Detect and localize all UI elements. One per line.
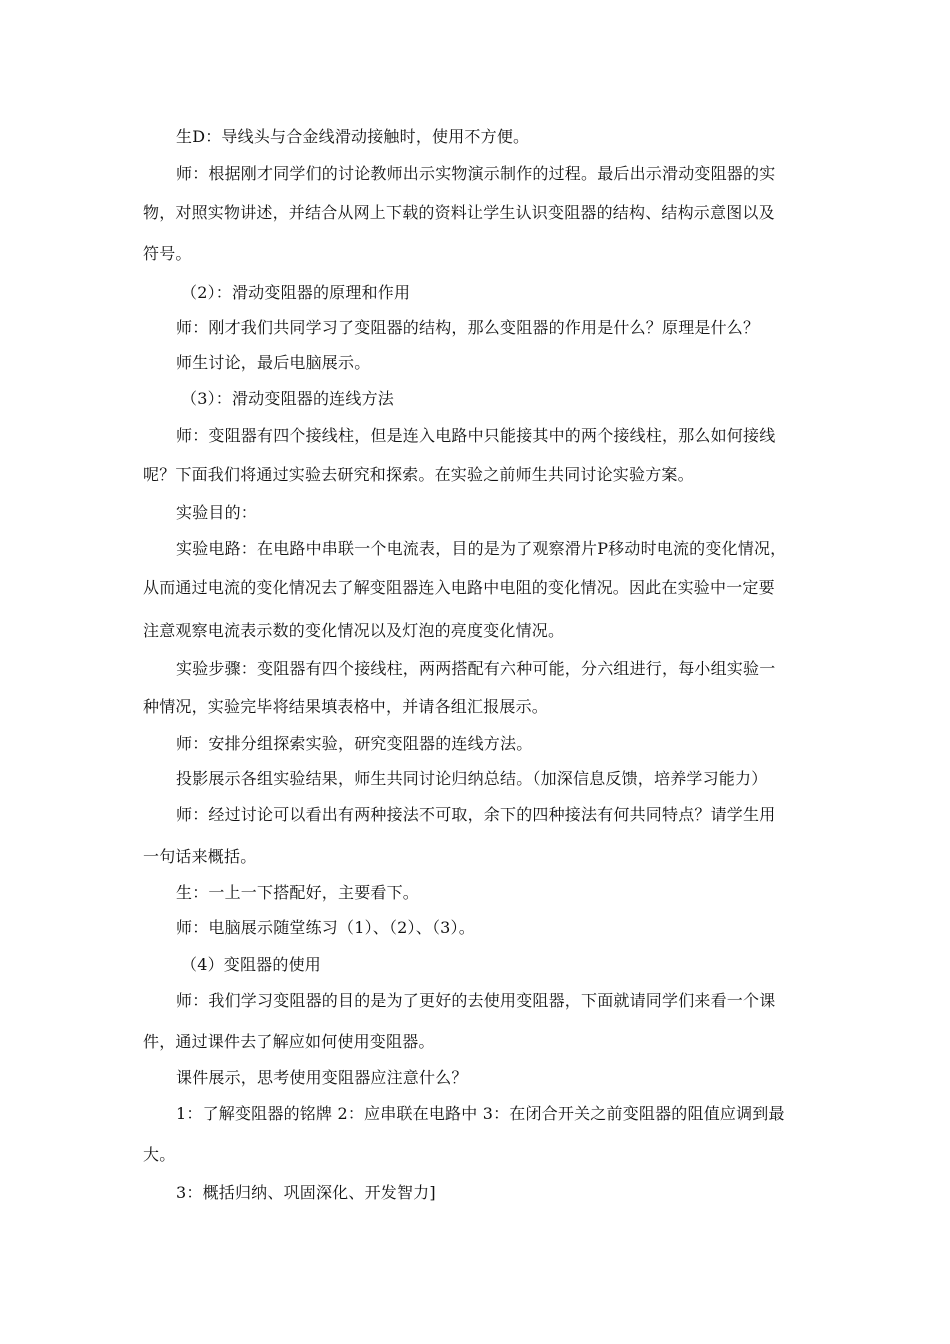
text-line: 1：了解变阻器的铭牌 2：应串联在电路中 3：在闭合开关之前变阻器的阻值应调到最 — [176, 1104, 785, 1123]
text-line: 师：电脑展示随堂练习（1）、（2）、（3）。 — [176, 918, 475, 937]
text-line: 师：经过讨论可以看出有两种接法不可取，余下的四种接法有何共同特点？请学生用 — [176, 805, 776, 824]
text-line: 生：一上一下搭配好，主要看下。 — [176, 883, 420, 902]
text-line: 种情况，实验完毕将结果填表格中，并请各组汇报展示。 — [143, 697, 549, 716]
text-line: 物，对照实物讲述，并结合从网上下载的资料让学生认识变阻器的结构、结构示意图以及 — [143, 203, 775, 222]
text-line: 件，通过课件去了解应如何使用变阻器。 — [143, 1032, 435, 1051]
text-line: 呢？下面我们将通过实验去研究和探索。在实验之前师生共同讨论实验方案。 — [143, 465, 694, 484]
text-line: 生D：导线头与合金线滑动接触时，使用不方便。 — [176, 127, 530, 146]
text-line: 师：安排分组探索实验，研究变阻器的连线方法。 — [176, 734, 533, 753]
text-line: 投影展示各组实验结果，师生共同讨论归纳总结。（加深信息反馈，培养学习能力） — [176, 769, 768, 788]
text-line: 实验目的： — [176, 503, 258, 522]
text-line: 实验步骤：变阻器有四个接线柱，两两搭配有六种可能，分六组进行，每小组实验一 — [176, 659, 776, 678]
text-line: 师：根据刚才同学们的讨论教师出示实物演示制作的过程。最后出示滑动变阻器的实 — [176, 164, 776, 183]
text-line: 师：变阻器有四个接线柱，但是连入电路中只能接其中的两个接线柱，那么如何接线 — [176, 426, 776, 445]
text-line: 实验电路：在电路中串联一个电流表，目的是为了观察滑片P移动时电流的变化情况， — [176, 539, 787, 558]
text-line: 师生讨论，最后电脑展示。 — [176, 353, 371, 372]
text-line: 大。 — [143, 1145, 176, 1164]
text-line: 从而通过电流的变化情况去了解变阻器连入电路中电阻的变化情况。因此在实验中一定要 — [143, 578, 775, 597]
text-line: 课件展示，思考使用变阻器应注意什么？ — [176, 1068, 468, 1087]
text-line: 符号。 — [143, 244, 192, 263]
text-line: 师：我们学习变阻器的目的是为了更好的去使用变阻器，下面就请同学们来看一个课 — [176, 991, 776, 1010]
text-line: 注意观察电流表示数的变化情况以及灯泡的亮度变化情况。 — [143, 621, 565, 640]
section-heading: （4）变阻器的使用 — [181, 955, 321, 974]
section-heading: （2）：滑动变阻器的原理和作用 — [181, 283, 411, 302]
text-line: 3：概括归纳、巩固深化、开发智力] — [176, 1183, 436, 1202]
text-line: 一句话来概括。 — [143, 847, 257, 866]
text-line: 师：刚才我们共同学习了变阻器的结构，那么变阻器的作用是什么？原理是什么？ — [176, 318, 760, 337]
section-heading: （3）：滑动变阻器的连线方法 — [181, 389, 394, 408]
